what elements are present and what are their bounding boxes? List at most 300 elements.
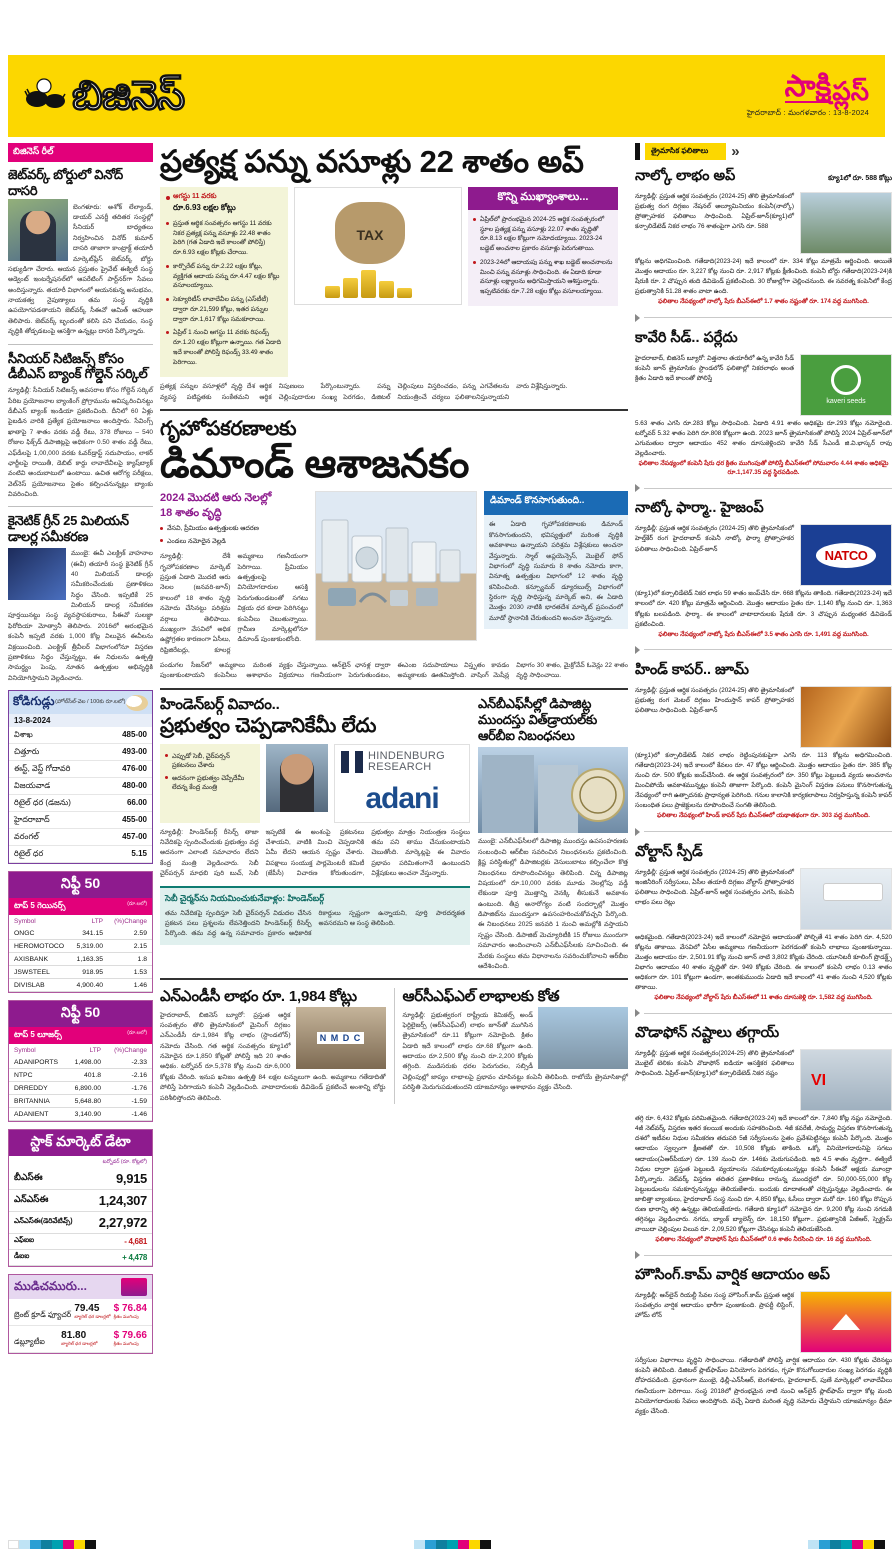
left-column	[8, 143, 153, 1417]
middle-column	[160, 143, 628, 1417]
tax-highlights-panel	[468, 187, 618, 378]
left-story-dbs	[8, 351, 153, 501]
table-row	[9, 778, 152, 795]
right-item-hindcopper	[635, 662, 892, 821]
redline-note: ఫలితాల నేపథ్యంలో నాల్కో షేరు బీఎస్ఈలో 1.7 శాతం నష్టంతో రూ. 174 వద్ద ముగిసింది.	[658, 298, 869, 306]
nalco-gate-icon	[801, 193, 891, 253]
nifty-subtitle-bar	[9, 1027, 152, 1044]
redline-note: ఫలితాల నేపథ్యంలో వోల్టాస్ షేరు బీఎస్ఈలో 11 శాతం దూసుకెళ్లి రూ. 1,582 వద్ద ముగిసింది.	[654, 993, 873, 1001]
nmdc-sign-icon: N M D C	[296, 1007, 386, 1069]
tax-facts-panel	[160, 187, 288, 378]
market-data-title: స్టాక్ మార్కెట్ డేటా	[9, 1130, 152, 1156]
symbol: JSWSTEEL	[9, 966, 71, 979]
page-title: ప్రత్యక్ష పన్ను వసూళ్లు 22 శాతం అప్	[160, 144, 584, 179]
value: 9,915	[115, 1171, 147, 1187]
vi-logo-icon	[801, 1050, 891, 1110]
story-text: న్యూఢిల్లీ: ప్రస్తుత ఆర్థిక సంవత్సరం (2024-25) తొలి త్రైమాసికంలో ఇంజినీరింగ్ సర్వీసులు, ఏసీల తయారీ దిగ్గజం వోల్టాస్ ప్రోత్సాహకర ఫలితాలు సాధించింది. ఏప్రిల్-జూన్ ఆర్థిక సంవత్సరం ఎగసి, కంపెనీ లాభం పలు రెట్లు	[635, 868, 794, 906]
label: ఎన్ఎస్ఈ(డెరివేటివ్స్)	[14, 1218, 73, 1226]
change: 2.15	[108, 940, 152, 953]
headline: సీనియర్ సిటిజన్స్ కోసం డీబీఎస్ బ్యాంక్ గోల్డెన్ సర్కిల్	[8, 350, 148, 382]
item-body	[635, 1049, 892, 1111]
item-head	[635, 330, 892, 350]
colorbar-group-left	[8, 1540, 96, 1549]
tick-icon	[635, 314, 640, 322]
story-text-after: (క్యూ1)లో కన్సాలిడేటెడ్ నికర లాభం రెట్టింపునకుపైగా ఎగసి రూ. 113 కోట్లను అధిగమించింది. గతేడాది(2023-24) ఇదే కాలంలో కేవలం రూ. 47 కోట్లు ఆర్జించింది. మొత్తం ఆదాయం సైతం రూ. 385 కోట్ల నుంచి రూ. 500 కోట్లకు జంప్‌చేసింది. ఈ ఆర్థిక సంవత్సరంలో రూ. 350 కోట్లు పెట్టుబడి వ్యయ అంచనాను మించిపోయే అవకాశమున్నట్లు కంపెనీ తాజాగా పేర్కొంది. కంపెనీ మైనింగ్ విస్తరణ పనులు కొనసాగుతున్న నేపథ్యంలో రాగి ఉత్పాదనకు ప్రాధాన్యత పెరిగింది. గనుల కాలానికి కార్యకలాపాలు నిర్వహిస్తున్న కంపెనీ కాపర్ సంబంధిత పలు ప్రాజెక్టులను రూపొందించే సంగతి తెలిసింది.	[635, 751, 892, 810]
price: 5.15	[131, 848, 147, 858]
housing-logo	[800, 1291, 892, 1353]
natco-mark-icon: NATCO	[801, 525, 891, 585]
tax-story	[160, 143, 628, 403]
divider	[635, 314, 892, 322]
tax-money-bag-photo	[294, 187, 462, 305]
headline: ఎన్‌బీఎఫ్‌సీల్లో డిపాజిట్ల ముందస్తు విత్‌డ్రాయల్‌కు ఆర్‌బీఐ నిబంధనలు	[478, 695, 598, 743]
place: రిటైల్ ధర (డజను)	[14, 797, 71, 807]
egg-subtitle: (హోల్‌సేల్-వెల / 100కు రూ.లలో)	[55, 699, 126, 706]
headline: కైనెటిక్ గ్రీన్ 25 మిలియన్ డాలర్ల సమీకరణ	[8, 513, 129, 545]
item-head	[635, 1025, 892, 1045]
stock-market-data-box	[8, 1129, 153, 1267]
page-grid	[8, 143, 892, 1417]
fact-item: కార్పొరేట్ పన్ను రూ.2.22 లక్షల కోట్లు, వ్యక్తిగత ఆదాయ పన్ను రూ.4.47 లక్షల కోట్లు వసూలయ్యాయి.	[166, 262, 282, 291]
value: 1,24,307	[98, 1193, 147, 1209]
appliance-left	[160, 491, 308, 656]
kicker: హిండెన్‌బర్గ్ వివాదం..	[160, 695, 280, 713]
business-reel-label: బిజినెస్ రీల్	[8, 143, 153, 162]
price: 485-00	[122, 729, 147, 739]
nmdc-photo	[296, 1007, 386, 1069]
story-text-after: (క్యూ1)లో కన్సాలిడేటెడ్ నికర లాభం 59 శాతం జంప్‌చేసి రూ. 668 కోట్లను తాకింది. గతేడాది(2023-24) ఇదే కాలంలో రూ. 420 కోట్లు మాత్రమే ఆర్జించింది. మొత్తం ఆదాయం సైతం రూ. 1,140 కోట్ల నుంచి రూ. 1,363 కోట్లకు బలపడింది. ఫార్మా.. ఈ కాలంలో వాటాదారులకు షేరుకి రూ. 3 చొప్పున మధ్యంతర డివిడెండ్ ప్రకటించింది.	[635, 590, 892, 628]
item-head	[635, 168, 892, 188]
change: -2.16	[106, 1069, 152, 1082]
brand-name-main: సాక్షి	[784, 69, 832, 103]
redline-note: ఫలితాల నేపథ్యంలో వొడాఫోన్ షేరు బీఎస్ఈలో 0.6 శాతం నీరసించి రూ. 16 వద్ద ముగిసింది.	[655, 1236, 872, 1244]
panel-title: డిమాండ్ కొనసాగుతుంది..	[484, 491, 628, 512]
rcf-story	[403, 988, 629, 1104]
facts-sub: రూ.6.93 లక్షల కోట్లు	[173, 202, 236, 212]
place: రిటైల్ ధర	[14, 848, 44, 858]
table-row	[9, 727, 152, 744]
headline: వోల్టాస్ స్పీడ్	[635, 843, 703, 860]
place: విజయవాడ	[14, 780, 51, 790]
highlight-item: ఏప్రిల్‌లో ప్రారంభమైన 2024-25 ఆర్థిక సంవత్సరంలో స్థూల ప్రత్యక్ష పన్ను వసూళ్లు 22.07 శాతం వృద్ధితో రూ.8.13 లక్షల కోట్లుగా నమోదయ్యాయి. 2023-24 బడ్జెట్ అంచనాల ప్రకారం వసూళ్లు పెరుగుతాయి.	[473, 215, 613, 254]
nbfc-body: ముంబై: ఎన్‌బీఎఫ్‌సీలలో డిపాజిట్ల ముందస్తు ఉపసంహరణకు సంబంధించి ఆర్‌బీఐ సవరించిన నిబంధనలను ప్రకటించింది. క్లిష్ట పరిస్థితుల్లో డిపాజిటర్లకు వెసులుబాటు కల్పించేలా కొత్త నిబంధనలు రూపొందించినట్టు తెలిపింది. చిన్న డిపాజిట్ల విషయంలో రూ.10,000 వరకు మూడు నెలల్లోపు వడ్డీ లేకుండా పూర్తి మొత్తాన్ని వెనక్కి తీసుకునే అవకాశం ఉంటుంది. తీవ్ర అనారోగ్యం వంటి సందర్భాల్లో మొత్తం డిపాజిట్‌ను ముందస్తుగా ఉపసంహరించుకోవచ్చని పేర్కొంది. ఈ నిబంధనలు 2025 జనవరి 1 నుంచి అమల్లోకి వస్తాయని స్పష్టం చేసింది. డిపాజిట్ మెచ్యూరిటీకి 15 రోజులు ముందుగా సమాచారం అందించాలని ఎన్‌బీఎఫ్‌సీలకు సూచించింది. ఈ మేరకు సంస్థలు తమ విధానాలను సవరించుకోవాలని ఆర్‌బీఐ ఆదేశించింది.	[478, 838, 628, 970]
ltp: 4,900.40	[71, 979, 108, 992]
price: 480-00	[122, 780, 147, 790]
tick-icon	[635, 828, 640, 836]
egg-prices-table	[8, 690, 153, 864]
fact-item: ఏప్రిల్ 1 నుంచి ఆగస్టు 11 వరకు రిఫండ్స్ రూ.1.20 లక్షల కోట్లుగా ఉన్నాయి. గత ఏడాది ఇదే కాలంతో పోలిస్తే రిఫండ్స్ 33.49 శాతం పెరిగాయి.	[166, 328, 282, 367]
hindenburg-teal-note	[160, 886, 470, 945]
colorbar-group-mid	[414, 1540, 491, 1549]
redline-note: ఫలితాల నేపథ్యంలో నాట్కో షేరు బీఎస్ఈలో 3.5 శాతం ఎగసి రూ. 1,491 వద్ద ముగిసింది.	[658, 630, 869, 638]
place: హైదరాబాద్	[14, 814, 50, 824]
divider	[635, 1251, 892, 1259]
divider	[8, 506, 153, 507]
teal-body: తమ నివేదికపై స్పందిస్తూ సెబీ చైర్‌పర్సన్ విడుదల చేసిన ప్రకటన పలు ప్రశ్నలను లేవనెత్తిందని హిండెన్‌బర్గ్ రీసెర్చ్ పేర్కొంది. తమ వద్ద ఉన్న సమాచారం ప్రకారం అధికారిక రికార్డులు స్పష్టంగా ఉన్నాయని, పూర్తి పారదర్శకత అవసరమని ఆ సంస్థ తెలిపింది.	[165, 909, 465, 938]
ac-icon	[801, 869, 891, 929]
nifty-subnote: (రూ.లలో)	[127, 1030, 147, 1037]
ltp: 918.95	[71, 966, 108, 979]
ltp: 6,890.00	[67, 1082, 106, 1095]
hindenburg-ntpc-row	[160, 696, 628, 972]
headline: నాల్కో లాభం అప్	[635, 168, 736, 184]
crude-oil-header	[9, 1275, 152, 1299]
headline: హిండ్ కాపర్.. జూమ్	[635, 661, 749, 678]
oil-name: బ్రెంట్ క్రూడ్ ఫ్యూచర్	[14, 1310, 72, 1320]
price: 493-00	[122, 746, 147, 756]
egg-icon	[126, 695, 148, 711]
table-row	[9, 953, 152, 966]
place: వరంగల్	[14, 831, 39, 841]
divider	[635, 484, 892, 492]
nmdc-body: హైదరాబాద్, బిజినెస్ బ్యూరో: ప్రస్తుత ఆర్థిక సంవత్సరం తొలి త్రైమాసికంలో మైనింగ్ దిగ్గజం ఎన్ఎండీసీ రూ.1,984 కోట్ల లాభం (స్టాండలోన్) నమోదు చేసింది. గత ఆర్థిక సంవత్సరం క్యూ1లో నమోదైన రూ.1,850 కోట్లతో పోలిస్తే ఇది 20 శాతం అధికం. టర్నోవర్ రూ.5,378 కోట్ల నుంచి రూ.6,000 కోట్లకు చేరింది. ఇనుప ఖనిజం ఉత్పత్తి 84 లక్షల టన్నులుగా ఉంది. అమ్మకాలు గతేడాదితో పోలిస్తే పెరిగాయని కంపెనీ వెల్లడించింది. వాటాదారులకు డివిడెండ్ ప్రకటించే అంశాన్ని బోర్డు పరిశీలిస్తోందని తెలిపింది.	[160, 1011, 386, 1102]
housing-mark-icon	[801, 1292, 891, 1352]
divider	[160, 409, 628, 411]
vertical-divider	[394, 988, 395, 1104]
nifty-subtitle-bar	[9, 898, 152, 915]
col-ltp: LTP	[89, 1046, 102, 1054]
table-row	[9, 1069, 152, 1082]
table-row	[9, 1250, 152, 1266]
symbol: AXISBANK	[9, 953, 71, 966]
brand-logo	[747, 69, 869, 106]
nifty-subnote: (రూ.లలో)	[127, 901, 147, 908]
divider	[635, 646, 892, 654]
tab-label: త్రైమాసిక ఫలితాలు	[645, 143, 726, 160]
table-row	[9, 1212, 152, 1234]
nalco-photo	[800, 192, 892, 254]
change: -2.33	[106, 1056, 152, 1069]
col-change: (%)Change	[114, 917, 147, 925]
oil-price-primary: 81.80 బ్యారెల్ ధర డాలర్లలో	[61, 1330, 98, 1347]
table-row	[9, 829, 152, 846]
symbol: NTPC	[9, 1069, 67, 1082]
table-row	[9, 1326, 152, 1353]
right-item-natco	[635, 500, 892, 639]
ltp: 5,648.80	[67, 1095, 106, 1108]
col-symbol: Symbol	[14, 917, 36, 925]
story-text: న్యూఢిల్లీ: ప్రస్తుత ఆర్థిక సంవత్సరం (2024-25) తొలి త్రైమాసికంలో ప్రభుత్వ రంగ మెటల్ దిగ్గజం హిందుస్తాన్ కాపర్ ప్రోత్సాహకర ఫలితాలు సాధించింది. ఏప్రిల్-జూన్	[635, 686, 794, 715]
change: -1.46	[106, 1108, 152, 1121]
color-registration-bars	[8, 1540, 885, 1549]
story-text-after: 5.63 శాతం ఎగసి రూ.283 కోట్లు సాధించింది. ఏడాది 4.91 శాతం అధికమై రూ.293 కోట్లు నమోదైంది. టర్నోవర్ 5.32 శాతం పెరిగి రూ.808 కోట్లుగా ఉంది. 2023 జూన్ త్రైమాసికంతో పోలిస్తే 2024 ఏప్రిల్-జూన్‌లో ఎగుమతుల ద్వారా ఆదాయం 452 శాతం దూసుకెళ్లిందని కావేరి సీడ్ సీఎండీ జి.వి.భాస్కర్ రావు వెల్లడించారు.	[635, 419, 892, 457]
market-data-note: టర్నోవర్ (రూ. కోట్లలో)	[102, 1159, 147, 1166]
right-item-voltas	[635, 844, 892, 1003]
ltp: 1,498.00	[67, 1056, 106, 1069]
oil-barrel-icon	[121, 1278, 147, 1296]
right-item-kaveri	[635, 330, 892, 478]
money-bag-icon	[335, 202, 405, 264]
appliance-key1: 2024 మొదటి ఆరు నెలల్లో	[160, 492, 272, 505]
headline: ప్రభుత్వం చెప్పడానికేమీ లేదు	[160, 715, 377, 738]
nifty-gainers-table	[8, 871, 153, 993]
kicker: గృహోపకరణాలకు	[160, 418, 297, 441]
headline: ఎన్ఎండీసీ లాభం రూ. 1,984 కోట్లు	[160, 988, 357, 1006]
copper-icon	[801, 687, 891, 747]
hindenburg-story	[160, 696, 470, 972]
coins-icon	[325, 270, 412, 298]
egg-date: 13-8-2024	[9, 714, 152, 727]
kaveri-mark-icon: kaveri seeds	[801, 355, 891, 415]
change: 1.53	[108, 966, 152, 979]
change: 1.46	[108, 979, 152, 992]
story-text: న్యూఢిల్లీ: ఆన్‌లైన్ రియల్టీ సేవల సంస్థ హౌసింగ్.కామ్ ప్రస్తుత ఆర్థిక సంవత్సరం వార్షిక ఆదాయం భారీగా పుంజుకుంది. ప్రాపర్టీ లిస్టింగ్, హోమ్ లోన్	[635, 1292, 794, 1320]
chevron-right-icon[interactable]: »	[731, 143, 740, 160]
divider	[635, 828, 892, 836]
appliance-key2: 18 శాతం వృద్ధి	[160, 507, 222, 520]
rcf-plant-photo	[538, 1007, 628, 1069]
ltp: 1,163.35	[71, 953, 108, 966]
divider	[8, 344, 153, 345]
price: 455-00	[122, 814, 147, 824]
item-body	[635, 354, 892, 416]
left-story-jetwerk	[8, 167, 153, 338]
tick-icon	[635, 646, 640, 654]
story-text: న్యూఢిల్లీ: ప్రస్తుత ఆర్థిక సంవత్సరం (2024-25) తొలి త్రైమాసికంలో హెల్త్‌కేర్ రంగ హైదరాబాద్ కంపెనీ నాట్కో ఫార్మా ప్రోత్సాహకర ఫలితాలు సాధించింది. ఏప్రిల్-జూన్	[635, 525, 794, 553]
tax-story-body	[160, 187, 628, 378]
table-row	[9, 761, 152, 778]
hindenburg-wordmark: HINDENBURG RESEARCH	[368, 749, 445, 774]
ev-chassis-photo	[8, 548, 66, 600]
panel-body: ఈ ఏడాది గృహోపకరణాలకు డిమాండ్ కొనసాగుతుందని, భవిష్యత్తులో మరింత వృద్ధికి అవకాశాలు ఉన్నాయని పరిశ్రమ విశ్లేషకులు అంచనా వేస్తున్నారు. స్మాల్ అప్లయెన్సెస్, మొబైల్ ఫోన్ విభాగంలో వృద్ధి సుమారు 8 శాతం నమోదు కాగా, వినూత్న ఉత్పత్తుల విభాగంలో 12 శాతం వృద్ధి కనిపించింది. కన్స్యూమర్ డ్యూరబుల్స్ విభాగంలో స్థిరంగా వృద్ధి సాధిస్తున్న మార్కెట్ అని, ఈ ఏడాది మొత్తం 2030 నాటికి భారతదేశ మార్కెట్ ప్రపంచంలో మూడో స్థానానికి చేరుతుందని అంచనా వేస్తున్నారు.	[488, 521, 623, 622]
col-change: (%)Change	[114, 1046, 147, 1054]
portrait-photo	[8, 199, 68, 261]
right-item-housing	[635, 1267, 892, 1416]
quarterly-results-tab[interactable]	[635, 143, 892, 160]
right-item-nalco	[635, 168, 892, 307]
item-body	[635, 686, 892, 748]
oil-price-prev: $ 76.84 క్రితం ముగింపు	[113, 1303, 147, 1320]
ltp: 341.15	[71, 927, 108, 940]
headline: వొడాఫోన్ నష్టాలు తగ్గాయ్	[635, 1025, 780, 1042]
tick-icon	[635, 1251, 640, 1259]
story-text-after: కోట్లను అధిగమించింది. గతేడాది(2023-24) ఇదే కాలంలో రూ. 334 కోట్లు మాత్రమే ఆర్జించింది. అయితే మొత్తం ఆదాయం రూ. 3,227 కోట్ల నుంచి రూ. 2,917 కోట్లకు క్షీణించింది. కంపెనీ బోర్డు గతేడాది(2023-24)కి షేరుకి రూ. 2 చొప్పున తుది డివిడెండ్ ప్రకటించింది. 30 రోజుల్లోగా చెల్లించనుంది. ఈ నవరత్న కంపెనీలో కేంద్ర ప్రభుత్వానికి 51.28 శాతం వాటా ఉంది.	[635, 258, 892, 296]
item-head	[635, 662, 892, 682]
appliance-story	[160, 417, 628, 682]
highlights-title: కొన్ని ముఖ్యాంశాలు...	[468, 187, 618, 210]
bottom-stories	[160, 988, 628, 1104]
appliance-panel	[484, 491, 628, 656]
table-row	[9, 940, 152, 953]
label: ఎన్ఎస్ఈ	[14, 1194, 49, 1205]
symbol: ADANIPORTS	[9, 1056, 67, 1069]
air-conditioner-photo	[800, 868, 892, 930]
bullet: అదనంగా ప్రభుత్వం చెప్పేదేమీ లేదన్న కేంద్ర మంత్రి	[165, 774, 255, 793]
table-row	[9, 1108, 152, 1121]
hindenburg-research-logo	[341, 751, 463, 774]
headline: కావేరి సీడ్.. పర్లేదు	[635, 329, 738, 346]
hindenburg-body: న్యూఢిల్లీ: హిండెన్‌బర్గ్ రీసెర్చ్ తాజా నివేదికపై స్పందించేందుకు ప్రభుత్వం వద్ద అదనంగా ఎలాంటి సమాచారం లేదని కేంద్ర మంత్రి వెల్లడించారు. సెబీ చైర్‌పర్సన్ మాధబి పురి బుచ్, సెబీ ఇప్పటికే ఈ అంశంపై ప్రకటనలు చేశాయని, వాటికి మించి చెప్పడానికి ఏమీ లేదని ఆయన స్పష్టం చేశారు. విపక్షాలు సంయుక్త పార్లమెంటరీ కమిటీ (జేపీసీ) విచారణ కోరుతుండగా, ప్రభుత్వం మాత్రం నియంత్రణ సంస్థలు తమ పని తాము చేసుకుంటాయని చెబుతోంది. మార్కెట్లపై ఈ వివాదం ప్రభావం పరిమితంగానే ఉంటుందని విశ్లేషకులు అంచనా వేస్తున్నారు.	[160, 828, 470, 878]
table-row	[9, 795, 152, 812]
nifty-title: నిఫ్టీ 50	[9, 1001, 152, 1027]
story-text-after: తగ్గి రూ. 6,432 కోట్లకు పరిమితమైంది. గతేడాది(2023-24) ఇదే కాలంలో రూ. 7,840 కోట్ల నష్టం నమోదైంది. 4జీ నెట్‌వర్క్ విస్తరణ ఇతర కలయిక అందుకు సహకరించింది. 4జీ కవరేజీ, సామర్థ్య విస్తరణ కొనసాగుతున్న దశలో ఇటీవల నిధుల సమీకరణ తదుపరి 5జీ సర్వీసులను సైతం ప్రవేశపెట్టినట్టు కంపెనీ పేర్కొంది. మొత్తం ఆదాయం స్వల్పంగా క్షీణతతో రూ. 10,508 కోట్లకు తాకింది. ఒక్కో వినియోగదారునిపై సగటు ఆదాయం(ఏఆర్‌పీయూ) రూ. 139 నుంచి రూ. 146కు మెరుగుపడింది. ఇది 4.5 శాతం వృద్ధిగా.. ఈక్విటీ నిధుల ద్వారా ప్రస్తుత పెట్టుబడి వ్యయాలను సమకూర్చుకుంటున్నట్లు కంపెనీ సీఈవో అక్షయ మూంద్రా పేర్కొన్నారు. నెట్‌వర్క్ విస్తరణ తదితర ప్రణాళికలు రానున్న ముందర్లలో రూ. 50,000-55,000 కోట్ల పెట్టుబడులను సమకూర్చనున్నట్లు తెలియజేశారు. బందుకు దూదాతలతో చర్చిస్తున్నట్లు వెల్లడించారు. ఈ జాబిత్తా బ్యాంకులు, హైదరాబాద్ సంస్థ నుంచి రూ. 4,850 కోట్లు, ఓసీలు ద్వారా మరో రూ. 160 కోట్లు రొప్పున రుణ భారాన్ని తగ్గి ఉన్నట్టు తెలియజేయారు. గతేడాది క్యూ1లో నమోదైన రూ. 9,200 కోట్ల నుంచి నగదుకి తగ్గినట్లు వెల్లడించారు. నగదు, బ్యాంక్ బ్యాలెన్స్ రూ. 18,150 కోట్లుగా.. ప్రభుత్వానికి ఏజీఆర్, స్పెక్ట్రమ్ వాయిదా చెల్లింపుల విలువ రూ. 2,09,520 కోట్లుగా చేసినట్లు కంపెనీ తెలియజేసింది.	[635, 1115, 892, 1233]
oil-price-prev: $ 79.66 క్రితం ముగింపు	[113, 1330, 147, 1347]
table-row	[9, 812, 152, 829]
refinery-icon	[538, 1007, 628, 1069]
tick-icon	[635, 484, 640, 492]
story-text: హైదరాబాద్, బిజినెస్ బ్యూరో: విత్తనాల తయారీలో ఉన్న కావేరి సీడ్ కంపెనీ జూన్ త్రైమాసికం స్టాండలోన్ ఫలితాల్లో నికరలాభం అంత క్రితం ఏడాది ఇదే కాలంతో పోలిస్తే	[635, 354, 794, 382]
edition-date: హైదరాబాద్ : మంగళవారం : 13-8-2024	[746, 108, 869, 118]
table-row	[9, 846, 152, 863]
label: బీఎస్ఈ	[14, 1172, 43, 1183]
symbol: BRITANNIA	[9, 1095, 67, 1108]
symbol: ONGC	[9, 927, 71, 940]
ltp: 401.8	[67, 1069, 106, 1082]
place: ఈస్ట్, వెస్ట్ గోదావరి	[14, 763, 71, 773]
ltp: 5,319.00	[71, 940, 108, 953]
story-body: న్యూఢిల్లీ: సీనియర్ సిటిజన్స్ అవసరాల కోసం గోల్డెన్ సర్కిల్ పేరిట ప్రయోజనాల బ్యాంకింగ్ ప్రోగ్రామును ఆవిష్కరించినట్టు డీబీఎస్ బ్యాంక్ ఇండియా ప్రకటించింది. దీనిలో 60 ఏళ్లు పైబడిన వారికి ప్రత్యేక ప్రయోజనాలు అందిస్తారు. సేవింగ్స్ ఖాతాపై 7 శాతం వరకు వడ్డీ రేటు, 378 రోజులు – 540 రోజుల ఫిక్స్‌డ్ డిపాజిట్లపై అధికంగా 0.50 శాతం వడ్డీ రేటు, ఎఫ్‌డీలపై 1,00,000 వరకు ఓవర్‌డ్రాఫ్ట్ సదుపాయం, లాకర్ ఛార్జీలపై రాయితీ, డెబిట్ కార్డు లావాదేవీలపై క్యాష్‌బ్యాక్ వంటివి అందుబాటులో ఉంటాయి. ఉచిత ఆరోగ్య పరీక్షలు, వెల్‌నెస్ ప్రయోజనాలు సైతం కల్పించనున్నట్లు బ్యాంకు వివరించింది.	[8, 387, 153, 499]
divider	[160, 688, 628, 690]
newspaper-page	[0, 55, 893, 1555]
table-row	[9, 927, 152, 940]
hindenburg-mark-icon	[341, 751, 363, 773]
table-header-row	[9, 1044, 152, 1056]
price: 457-00	[122, 831, 147, 841]
bull-bear-logo-icon	[24, 77, 66, 115]
left-story-kinetic	[8, 513, 153, 684]
facts-title: ఆగస్టు 11 వరకు	[166, 193, 282, 202]
symbol: DIVISLAB	[9, 979, 71, 992]
tab-marker	[635, 143, 640, 160]
masthead	[8, 55, 885, 137]
appliance-bullet: ఎండలు నమోదైన వెల్లడి	[160, 537, 308, 547]
table-row	[9, 1082, 152, 1095]
hindenburg-visuals	[160, 744, 470, 823]
symbol: DRREDDY	[9, 1082, 67, 1095]
fact-item: ప్రస్తుత ఆర్థిక సంవత్సరం ఆగస్టు 11 వరకు నికర ప్రత్యక్ష పన్ను వసూళ్లు 22.48 శాతం పెరిగి (గత ఏడాది ఇదే కాలంతో పోలిస్తే) రూ.6.93 లక్షల కోట్లకు చేరాయి.	[166, 219, 282, 258]
headline: నాట్కో ఫార్మా.. హైజంప్	[635, 500, 764, 517]
nbfc-story	[478, 696, 628, 972]
tick-icon	[635, 1009, 640, 1017]
story-text-after: సర్వీసుల విభాగాలు వృద్ధిని సాధించాయి. గతేడాదితో పోలిస్తే వార్షిక ఆదాయం రూ. 430 కోట్లకు చేరినట్టు కంపెనీ తెలిపింది. డిజిటల్ ప్లాట్‌ఫామ్‌ల వినియోగం పెరగడం, గృహ కొనుగోలుదారుల సంఖ్య పెరగడం వృద్ధికి దోహదపడింది. ప్రధానంగా ముంబై, ఢిల్లీ-ఎన్‌సీఆర్, బెంగళూరు, హైదరాబాద్, పుణే మార్కెట్లలో లావాదేవీలు గణనీయంగా పెరిగాయి. సంస్థ 2018లో ప్రారంభమైన నాటి నుంచి ఆన్‌లైన్ ప్లాట్‌ఫామ్ ద్వారా కోట్ల మంది వినియోగదారులకు సేవలు అందిస్తోంది. వచ్చే ఏడాది మరింత వృద్ధి నమోదు చేస్తామని యాజమాన్యం ధీమా వ్యక్తం చేసింది.	[635, 1357, 892, 1415]
masthead-left	[24, 76, 184, 116]
right-column	[635, 143, 892, 1417]
section-title: బిజినెస్	[72, 74, 185, 118]
right-item-vodafone	[635, 1025, 892, 1244]
redline-note: ఫలితాల నేపథ్యంలో కంపెనీ షేరు ధర క్రితం ముగింపుతో పోలిస్తే బీఎస్ఈలో సోమవారం 4.44 శాతం అధికమై రూ.1,147.35 వద్ద స్థిరపడింది.	[638, 459, 889, 477]
table-row	[9, 979, 152, 992]
headline: డిమాండ్ ఆశాజనకం	[160, 442, 470, 487]
col-ltp: LTP	[91, 917, 104, 925]
losers-table	[9, 1044, 152, 1121]
rbi-building-photo	[478, 747, 628, 833]
headline: హౌసింగ్.కామ్ వార్షిక ఆదాయం అప్	[635, 1267, 830, 1284]
egg-table-header	[9, 691, 152, 714]
divider	[635, 1009, 892, 1017]
label: డీఐఐ	[14, 1253, 30, 1261]
price: 66.00	[126, 797, 147, 807]
appliance-body	[160, 491, 628, 656]
oil-price-primary: 79.45 బ్యారెల్ ధర డాలర్లలో	[74, 1303, 111, 1320]
place: చిత్తూరు	[14, 746, 40, 756]
teal-title: సెబీ చైర్మన్‌ను నియమించుకునేవాళ్లం: హిండెన్‌బర్గ్	[165, 892, 325, 903]
minister-photo	[266, 744, 328, 812]
item-body	[635, 868, 892, 930]
appliance-body-text: న్యూఢిల్లీ: దేశీ గృహోపకరణాల మార్కెట్ ప్రస్తుత ఏడాది మొదటి ఆరు నెలల (జనవరి-జూన్) కాలంలో 18 శాతం వృద్ధి నమోదు చేసినట్టు పరిశ్రమ వర్గాలు తెలిపాయి. ముఖ్యంగా వేసవిలో అధిక ఉష్ణోగ్రతల కారణంగా ఏసీలు, రిఫ్రిజిరేటర్లు, కూలర్ల అమ్మకాలు గణనీయంగా పెరిగాయి. ప్రీమియం ఉత్పత్తులపై వినియోగదారుల ఆసక్తి పెరుగుతుండటంతో సగటు విక్రయ ధర కూడా పెరిగినట్టు కంపెనీలు చెబుతున్నాయి. గ్రామీణ మార్కెట్లలోనూ డిమాండ్ పుంజుకుంటోంది.	[160, 553, 308, 654]
table-row	[9, 966, 152, 979]
value: 2,27,972	[98, 1215, 147, 1231]
natco-logo	[800, 524, 892, 586]
item-body	[635, 1291, 892, 1353]
item-head	[635, 844, 892, 864]
crude-oil-box	[8, 1274, 153, 1354]
table-row	[9, 744, 152, 761]
oil-title: ముడిచమురు...	[14, 1278, 87, 1293]
change: -1.59	[106, 1095, 152, 1108]
badge: క్యూ1లో రూ. 588 కోట్లు	[828, 175, 892, 182]
place: విశాఖ	[14, 729, 33, 739]
home-appliances-photo	[315, 491, 477, 641]
col-symbol: Symbol	[14, 1046, 36, 1054]
appliance-body-2: పండుగల సీజన్‌లో అమ్మకాలు మరింత పుంజుకుంటాయని కంపెనీలు ఆశాభావం వ్యక్తం చేస్తున్నాయి. ఆన్‌లైన్ ఛానళ్ల ద్వారా విక్రయాలు గణనీయంగా పెరుగుతుండటం, ఈఎంఐ సదుపాయాలు విస్తృతం కావడం అమ్మకాలకు ఊతమిస్తోంది. వాషింగ్ మెషీన్ల విభాగం 30 శాతం, మైక్రోవేవ్ ఓవెన్లు 22 శాతం వృద్ధి సాధించాయి.	[160, 662, 628, 680]
table-row	[9, 1095, 152, 1108]
nmdc-story	[160, 988, 386, 1104]
headline: జెట్‌వర్క్ బోర్డులో వినోద్ దాసరి	[8, 167, 123, 198]
logos-panel	[334, 744, 470, 823]
masthead-right	[746, 69, 869, 120]
gainers-table	[9, 915, 152, 992]
table-row	[9, 1299, 152, 1326]
story-text: న్యూఢిల్లీ: ప్రస్తుత ఆర్థిక సంవత్సరం (2024-25) తొలి త్రైమాసికంలో ప్రభుత్వ రంగ దిగ్గజం నేషనల్ అల్యూమినియం కంపెనీ(నాల్కో) ప్రోత్సాహకర ఫలితాలు సాధించింది. ఏప్రిల్-జూన్(క్యూ1)లో కన్సాలిడేటెడ్ నికర లాభం 76 శాతంపైగా ఎగసి రూ. 588	[635, 193, 794, 231]
change: 1.8	[108, 953, 152, 966]
change: -1.76	[106, 1082, 152, 1095]
table-header-row	[9, 915, 152, 927]
oil-name: డబ్ల్యూటీఐ	[14, 1337, 45, 1347]
table-row	[9, 1168, 152, 1190]
bullet-icon	[166, 196, 170, 200]
copper-coils-photo	[800, 686, 892, 748]
change: 2.59	[108, 927, 152, 940]
vi-office-photo	[800, 1049, 892, 1111]
egg-title: కోడిగుడ్లు	[13, 694, 55, 709]
rcf-body: న్యూఢిల్లీ: ప్రభుత్వరంగ రాష్ట్రీయ కెమికల్స్ అండ్ ఫెర్టిలైజర్స్ (ఆర్‌సీఎఫ్‌ఎల్) లాభం జూన్‌తో ముగిసిన త్రైమాసికంలో రూ.11 కోట్లుగా నమోదైంది. క్రితం ఏడాది ఇదే కాలంలో లాభం రూ.68 కోట్లుగా ఉంది. ఆదాయం రూ.2,500 కోట్ల నుంచి రూ.2,200 కోట్లకు తగ్గింది. ముడిసరుకు ధరల పెరుగుదల, సబ్సిడీ చెల్లింపుల్లో జాప్యం లాభాలపై ప్రభావం చూపినట్టు కంపెనీ తెలిపింది. రాబోయే త్రైమాసికాల్లో పరిస్థితి మెరుగుపడుతుందని యాజమాన్యం ఆశాభావం వ్యక్తం చేసింది.	[402, 1011, 628, 1092]
price: 476-00	[122, 763, 147, 773]
tax-story-note: ప్రత్యక్ష పన్నుల వసూళ్లలో వృద్ధి దేశ ఆర్థిక వ్యవస్థ పటిష్టతకు సంకేతమని ఆర్థిక నిపుణులు పేర్కొంటున్నారు. పన్ను చెల్లింపుదారుల సంఖ్య పెరగడం, డిజిటల్ చెల్లింపులు విస్తరించడం, పన్ను ఎగవేతలను నియంత్రించే చర్యలు ఫలితాలనిస్తున్నాయని వారు విశ్లేషిస్తున్నారు.	[160, 383, 568, 401]
ltp: 3,140.90	[67, 1108, 106, 1121]
item-body	[635, 192, 892, 254]
table-row	[9, 1234, 152, 1250]
colorbar-group-right	[808, 1540, 885, 1549]
story-text: న్యూఢిల్లీ: ప్రస్తుత ఆర్థిక సంవత్సరం(2024-25) తొలి త్రైమాసికంలో మొబైల్ టెలికం కంపెనీ వొడాఫోన్ ఐడియా ఆసక్తికర ఫలితాలు సాధించింది. ఏప్రిల్-జూన్(క్యూ1)లో కన్సాలిడేటెడ్ నికర నష్టం	[635, 1050, 794, 1078]
appliance-bullet: వేసవి, ప్రీమియం ఉత్పత్తులకు ఆదరణ	[160, 524, 308, 534]
value: - 4,681	[124, 1237, 147, 1247]
redline-note: ఫలితాల నేపథ్యంలో హిండ్ కాపర్ షేరు బీఎస్ఈలో యథాతథంగా రూ. 303 వద్ద ముగిసింది.	[657, 812, 870, 820]
adani-logo: adani	[365, 781, 439, 815]
symbol: HEROMOTOCO	[9, 940, 71, 953]
hindenburg-bullets	[160, 744, 260, 823]
nifty-subtitle: టాప్ 5 గెయినర్స్	[14, 901, 66, 911]
story-text-after: అధికమైంది. గతేడాది(2023-24) ఇదే కాలంలో నమోదైన ఆదాయంతో పోల్చితే 41 శాతం పెరిగి రూ. 4,520 కోట్లను తాకాయి. వేసవిలో ఏసీల అమ్మకాలు గణనీయంగా పెరగడంతో కంపెనీ లాభాలు పుంజుకున్నాయి. మొత్తం ఆదాయం రూ. 2,501.91 కోట్ల నుంచి జూన్ నాటి 3,802 కోట్లకు చేరింది. యూనిటరీ కూలింగ్ ప్రొడక్ట్స్ విభాగం ఆదాయం 40 శాతం వృద్ధితో రూ. 949 కోట్లకు చేరింది. ఈ కాలంలో కంపెనీ లాభం 0.13 శాతం అధికంగా రూ. 101 కోట్లుగా ఉండగా, అంతకుముందు ఏడాది ఇదే కాలంలో 41 శాతం నుంచి 4,520 కోట్లకు తాకాయి.	[635, 933, 892, 991]
bullet: ఎప్పుడో సెబీ, చైర్‌పర్సన్ ప్రకటనలు చేశారు	[165, 752, 255, 771]
nifty-subtitle: టాప్ 5 లూజర్స్	[14, 1030, 62, 1040]
headline: ఆర్‌సీఎఫ్‌ఎల్ లాభాలకు కోత	[402, 988, 560, 1006]
item-head	[635, 500, 892, 520]
value: + 4,478	[122, 1253, 147, 1263]
appliance-photo-wrap	[315, 491, 477, 656]
table-row	[9, 1056, 152, 1069]
brand-name-plus: ప్లస్	[832, 75, 869, 106]
fact-item: సెక్యూరిటీస్ లావాదేవీల పన్ను (ఎస్‌టీటీ) ద్వారా రూ.21,599 కోట్లు, ఇతర పన్నుల ద్వారా రూ.1,617 కోట్లు సమకూరాయి.	[166, 295, 282, 324]
divider	[160, 978, 628, 980]
story-body: ముంబై: ఈవీ ఎలక్ట్రిక్ వాహనాల (ఈవీ) తయారీ సంస్థ కైనెటిక్ గ్రీన్ 40 మిలియన్ డాలర్లు సమీకరించేందుకు ప్రణాళికలు సిద్ధం చేసింది. ఇప్పటికే 25 మిలియన్ డాలర్ల సమీకరణ పూర్తయినట్టు సంస్థ వ్యవస్థాపకురాలు, సీఈవో సులజ్జా ఫిరోదియా మోత్వానీ తెలిపారు. 2016లో ఆరంభమైన కంపెనీ ఇప్పటి వరకు 1,000 కోట్ల విలువైన ఈవీలను విక్రయించింది. ఎలక్ట్రిక్ త్రీవీలర్ విభాగంలోనూ విస్తరణ ప్రణాళికలు సిద్ధం చేస్తున్నట్టు, ఈ నిధులను ఉత్పత్తి సామర్థ్యం పెంపు, నూతన ఉత్పత్తుల అభివృద్ధికి వినియోగిస్తామని వెల్లడించారు.	[8, 550, 153, 682]
highlight-item: 2023-24లో ఆదాయపు పన్ను శాఖ బడ్జెట్ అంచనాలను మించి పన్ను వసూళ్లు సాధించింది. ఈ ఏడాది కూడా వసూళ్లు లక్ష్యాలను అధిగమిస్తాయని ఆశిస్తున్నారు. ఇప్పటివరకు రూ.7.28 లక్షల కోట్లు వసూలయ్యాయి.	[473, 258, 613, 297]
label: ఎఫ్ఐఐ	[14, 1237, 35, 1245]
egg-rows	[9, 727, 152, 863]
symbol: ADANIENT	[9, 1108, 67, 1121]
story-body: బెంగళూరు: అశోక్ లేల్యాండ్, డాయర్ ఎనర్జీ తదితర సంస్థల్లో సీనియర్ బాధ్యతలు నిర్వహించిన వినోద్ కుమార్ దాసరి తాజాగా కాంట్రాక్ట్ తయారీ మార్కెట్‌ప్లేస్ జెట్‌వర్క్ బోర్డు సభ్యుడిగా చేరారు. ఆయన ప్రస్తుతం ప్రైవేట్ ఈక్విటీ సంస్థ అడ్వెంట్ ఇంటర్నేషనల్‌లో ఆపరేటింగ్ పార్ట్‌నర్‌గా సేవలు అందిస్తున్నారు. తయారీ విభాగంలో ఆయనకున్న అనుభవం, నాయకత్వ నైపుణ్యాలు తమ సంస్థ వృద్ధికి ఉపయోగపడతాయని జెట్‌వర్క్ సీఈవో అమిత్ ఆహుజా తెలిపారు. జెట్‌వర్క్ బృందంతో కలిసి పని చేయడం, సంస్థ వృద్ధికి తోడ్పడటంపై ఆసక్తిగా ఉన్నట్లు దాసరి పేర్కొన్నారు.	[8, 203, 153, 336]
item-body	[635, 524, 892, 586]
kaveri-seeds-logo	[800, 354, 892, 416]
